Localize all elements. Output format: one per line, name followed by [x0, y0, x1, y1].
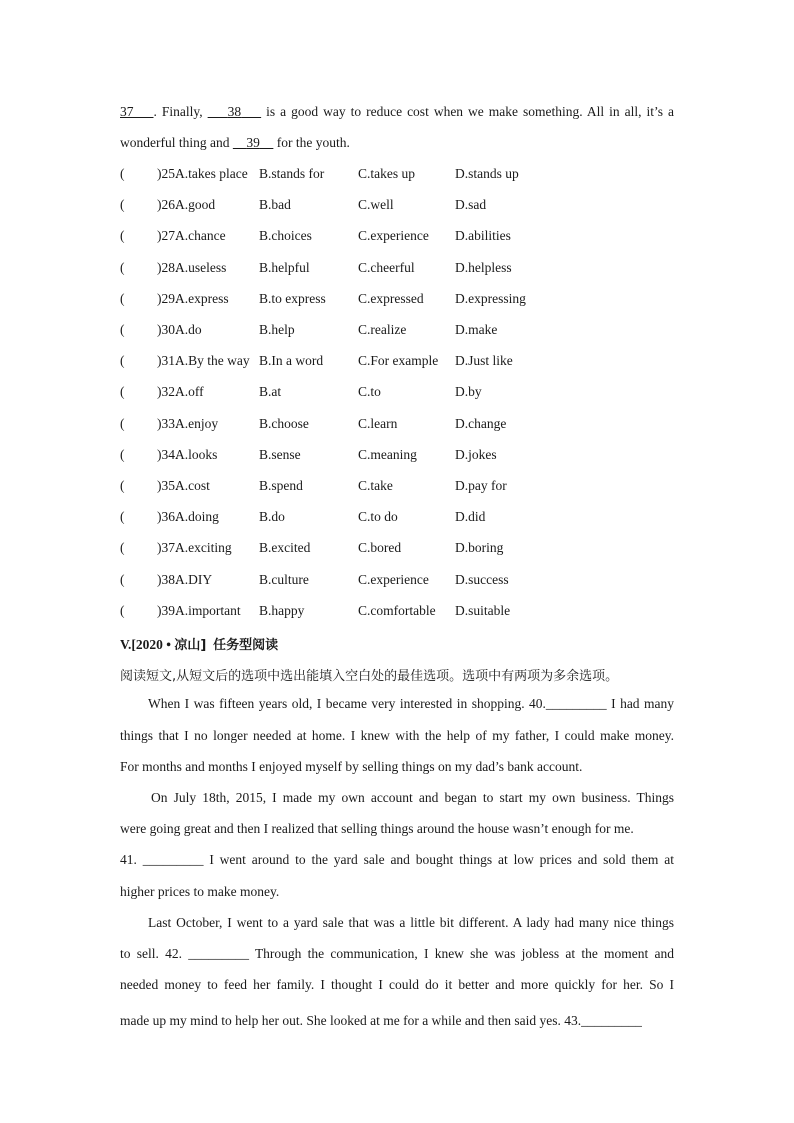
question-number: )35.	[157, 478, 179, 493]
option-d: D.jokes	[455, 446, 497, 462]
option-c: C.realize	[358, 322, 407, 337]
option-c: C.cheerful	[358, 259, 415, 275]
answer-slot[interactable]	[128, 166, 152, 184]
story-p1-line-1	[148, 696, 674, 712]
option-a: A.enjoy	[175, 415, 219, 431]
story-text: I went around to the yard sale and bought things at low prices and sold them at	[203, 852, 675, 867]
option-d: D.expressing	[455, 290, 526, 306]
option-b: B.at	[259, 384, 282, 400]
story-text: Through the communication, I knew she was jobless at the moment and	[248, 946, 675, 961]
option-c: C.experience	[358, 228, 429, 244]
question-number: )39.	[157, 602, 179, 618]
answer-paren-open: (	[120, 197, 125, 213]
passage-text: for the youth.	[273, 135, 350, 150]
option-a: A.looks	[175, 446, 218, 462]
option-c: C.to do	[358, 509, 398, 525]
question-number: )30.	[157, 322, 179, 337]
answer-paren-open: (	[120, 446, 125, 462]
answer-paren-open: (	[120, 166, 125, 181]
blank-42: _________	[188, 946, 249, 961]
option-b: B.culture	[259, 571, 309, 587]
option-b: B.In a word	[259, 353, 324, 369]
story-p3-line-4	[120, 1013, 642, 1029]
blank-39: 39	[246, 135, 260, 150]
option-b: B.excited	[259, 540, 311, 556]
answer-slot[interactable]	[128, 478, 152, 496]
answer-paren-open: (	[120, 602, 125, 618]
answer-paren-open: (	[120, 384, 125, 400]
answer-slot[interactable]	[128, 603, 152, 621]
option-a: A.By the way	[175, 353, 250, 369]
answer-paren-open: (	[120, 353, 125, 369]
story-p3-line-2	[120, 946, 674, 962]
option-b: B.to express	[259, 290, 326, 306]
answer-paren-open: (	[120, 478, 125, 493]
story-text: I had many	[606, 696, 675, 711]
option-c: C.take	[358, 478, 393, 493]
story-p3-line-3: needed money to feed her family. I thought I could do it better and more quickly for her. So I	[120, 977, 674, 992]
answer-paren-open: (	[120, 571, 125, 587]
answer-slot[interactable]	[128, 322, 152, 340]
option-b: B.choose	[259, 415, 309, 431]
option-b: B.spend	[259, 478, 303, 493]
answer-paren-open: (	[120, 415, 125, 431]
option-c: C.to	[358, 384, 381, 400]
answer-slot[interactable]	[128, 228, 152, 246]
answer-paren-open: (	[120, 290, 125, 306]
option-a: A.express	[175, 290, 229, 306]
question-number: )31.	[157, 353, 179, 369]
answer-paren-open: (	[120, 322, 125, 337]
answer-slot[interactable]	[128, 416, 152, 434]
option-a: A.DIY	[175, 571, 213, 587]
option-c: C.expressed	[358, 290, 424, 306]
question-number: )27.	[157, 228, 179, 244]
option-c: C.bored	[358, 540, 402, 556]
option-d: D.abilities	[455, 228, 511, 244]
blank-40: _________	[545, 696, 607, 711]
blank-41: _________	[142, 852, 204, 867]
option-b: B.bad	[259, 197, 291, 213]
story-text: made up my mind to help her out. She looked at me for a while and then said yes. 43.	[120, 1013, 582, 1028]
question-number: )38.	[157, 571, 179, 587]
passage-text: wonderful thing and	[120, 135, 233, 150]
option-a: A.important	[175, 602, 241, 618]
answer-slot[interactable]	[128, 540, 152, 558]
option-a: A.exciting	[175, 540, 232, 556]
question-number: )26.	[157, 197, 179, 213]
question-number: )32.	[157, 384, 179, 400]
passage-text: . Finally,	[153, 104, 208, 119]
option-a: A.do	[175, 322, 202, 337]
option-b: B.stands for	[259, 166, 325, 181]
story-text: 41.	[120, 852, 143, 867]
question-number: )36.	[157, 509, 179, 525]
option-d: D.success	[455, 571, 509, 587]
answer-paren-open: (	[120, 540, 125, 556]
option-d: D.boring	[455, 540, 504, 556]
story-p2-line-1: On July 18th, 2015, I made my own account and began to start my own business. Things	[151, 790, 674, 805]
story-text: When I was fifteen years old, I became very interested in shopping. 40.	[148, 696, 546, 711]
option-b: B.help	[259, 322, 295, 337]
story-p3-line-1: Last October, I went to a yard sale that was a little bit different. A lady had many nice things	[148, 915, 674, 930]
question-number: )28.	[157, 259, 179, 275]
blank-37: 37	[120, 104, 134, 119]
option-a: A.takes place	[175, 166, 248, 181]
option-b: B.helpful	[259, 259, 310, 275]
option-c: C.comfortable	[358, 602, 436, 618]
answer-paren-open: (	[120, 509, 125, 525]
option-b: B.choices	[259, 228, 312, 244]
section-instruction: 阅读短文,从短文后的选项中选出能填入空白处的最佳选项。选项中有两项为多余选项。	[120, 669, 619, 684]
option-a: A.off	[175, 384, 204, 400]
option-d: D.change	[455, 415, 507, 431]
option-d: D.Just like	[455, 353, 513, 369]
option-d: D.did	[455, 509, 486, 525]
answer-slot[interactable]	[128, 384, 152, 402]
answer-paren-open: (	[120, 228, 125, 244]
option-a: A.doing	[175, 509, 219, 525]
option-d: D.pay for	[455, 478, 507, 493]
blank-43: _________	[581, 1013, 642, 1028]
option-a: A.chance	[175, 228, 226, 244]
answer-slot[interactable]	[128, 447, 152, 465]
question-number: )29.	[157, 290, 179, 306]
story-text: to sell. 42.	[120, 946, 189, 961]
story-p1-line-2: things that I no longer needed at home. I knew with the help of my father, I could make money.	[120, 728, 674, 743]
answer-slot[interactable]	[128, 353, 152, 371]
question-number: )33.	[157, 415, 179, 431]
option-c: C.well	[358, 197, 394, 213]
section-heading-task: 任务型阅读	[213, 638, 279, 653]
section-heading-place: 凉山]	[174, 638, 207, 653]
option-d: D.suitable	[455, 602, 511, 618]
answer-slot[interactable]	[128, 509, 152, 527]
option-c: C.experience	[358, 571, 429, 587]
passage-text: is a good way to reduce cost when we make something. All in all, it’s a	[261, 104, 675, 119]
passage-line-1	[120, 104, 674, 120]
option-b: B.happy	[259, 602, 305, 618]
answer-paren-open: (	[120, 259, 125, 275]
option-c: C.learn	[358, 415, 398, 431]
option-b: B.sense	[259, 446, 301, 462]
option-c: C.meaning	[358, 446, 417, 462]
story-p2-line-3	[120, 852, 674, 868]
answer-slot[interactable]	[128, 572, 152, 590]
answer-slot[interactable]	[128, 291, 152, 309]
option-d: D.sad	[455, 197, 487, 213]
blank-38: 38	[227, 104, 242, 119]
option-c: C.takes up	[358, 166, 415, 181]
option-d: D.make	[455, 322, 498, 337]
option-c: C.For example	[358, 353, 439, 369]
option-b: B.do	[259, 509, 285, 525]
answer-slot[interactable]	[128, 197, 152, 215]
option-a: A.good	[175, 197, 216, 213]
story-p2-line-2: were going great and then I realized that selling things around the house wasn’t enough for me.	[120, 821, 634, 836]
story-p1-line-3: For months and months I enjoyed myself by selling things on my dad’s bank account.	[120, 759, 583, 774]
option-d: D.stands up	[455, 166, 519, 181]
question-number: )34.	[157, 446, 179, 462]
story-p2-line-4: higher prices to make money.	[120, 884, 280, 899]
question-number: )37.	[157, 540, 179, 556]
section-heading-prefix: V.[2020 •	[120, 637, 175, 652]
section-heading	[120, 634, 278, 653]
question-number: )25.	[157, 166, 179, 181]
option-d: D.by	[455, 384, 482, 400]
answer-slot[interactable]	[128, 260, 152, 278]
passage-line-2	[120, 135, 350, 151]
option-a: A.useless	[175, 259, 227, 275]
option-d: D.helpless	[455, 259, 512, 275]
option-a: A.cost	[175, 478, 210, 493]
